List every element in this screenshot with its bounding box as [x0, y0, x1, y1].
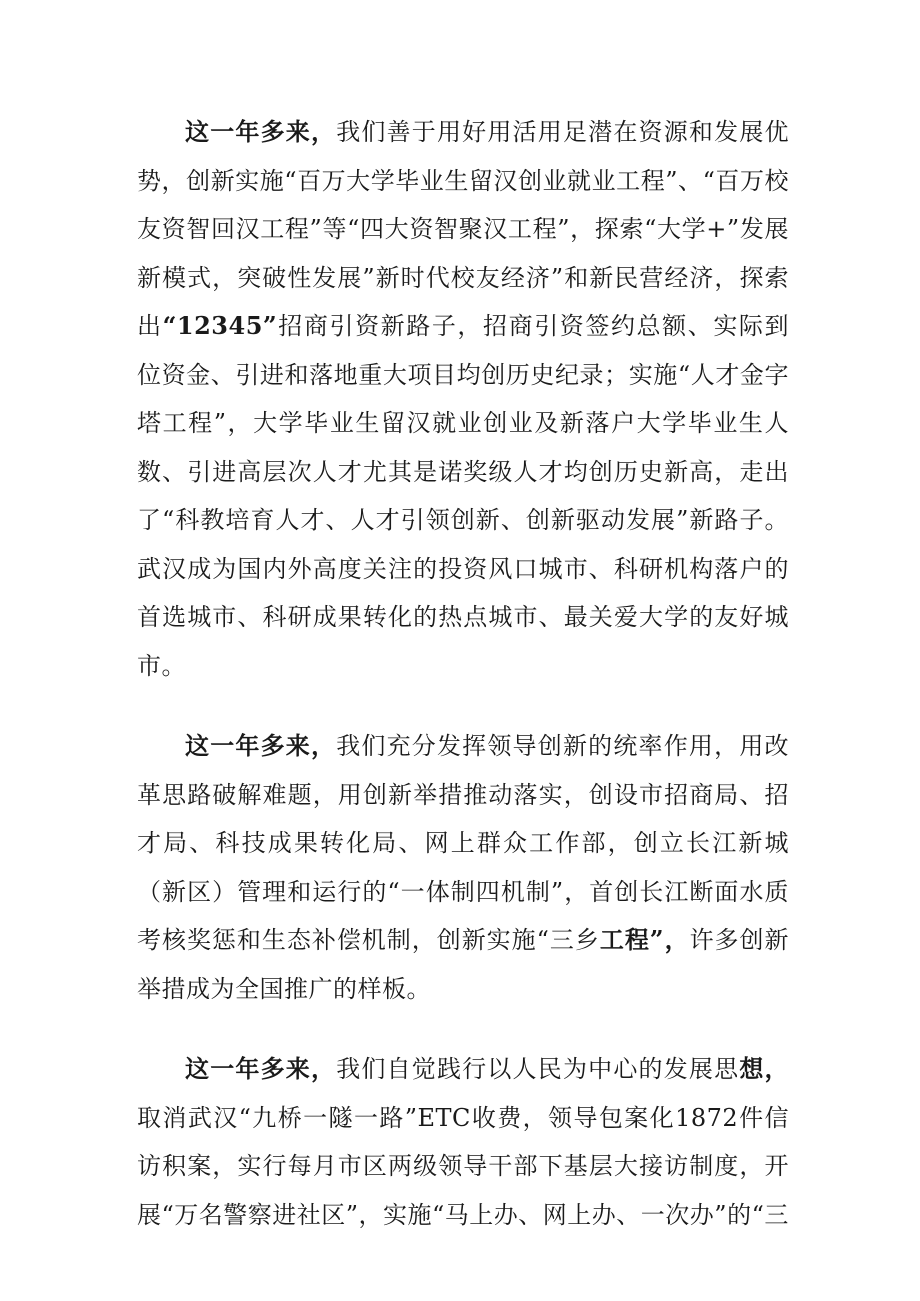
paragraph-lead: 这一年多来， — [185, 1054, 337, 1083]
paragraph-1 — [137, 108, 789, 690]
paragraph-3 — [137, 1045, 789, 1239]
paragraph-bold-text: 想， — [739, 1054, 790, 1083]
paragraph-text: 招商引资新路子，招商引资签约总额、实际到位资金、引进和落地重大项目均创历史纪录；实施“人才金字塔工程”，大学毕业生留汉就业创业及新落户大学毕业生人数、引进高层次人才尤其是诺奖级人才均创历史新高，走出了“科教培育人才、人才引领创新、创新驱动发展”新路子。武汉成为国内外高度关注的投资风口城市、科研机构落户的首选城市、科研成果转化的热点城市、最关爱大学的友好城市。 — [137, 312, 790, 680]
paragraph-text: 取消武汉“九桥一隧一路”ETC收费，领导包案化1872件信访积案，实行每月市区两级领导干部下基层大接访制度，开展“万名警察进社区”，实施“马上办、网上办、一次办”的“三 — [137, 1103, 789, 1229]
paragraph-bold-text: “12345” — [162, 311, 278, 340]
paragraph-text: 我们自觉践行以人民为中心的发展思 — [336, 1055, 740, 1083]
paragraph-text: 我们善于用好用活用足潜在资源和发展优势，创新实施“百万大学毕业生留汉创业就业工程”、“百万校友资智回汉工程”等“四大资智聚汉工程”，探索“大学+”发展新模式，突破性发展”新时代校友经济”和新民营经济，探索出 — [137, 118, 790, 340]
paragraph-text: 我们充分发挥领导创新的统率作用，用改革思路破解难题，用创新举措推动落实，创设市招商局、招才局、科技成果转化局、网上群众工作部，创立长江新城（新区）管理和运行的“一体制四机制”，首创长江断面水质考核奖惩和生态补偿机制，创新实施“三乡 — [137, 732, 790, 954]
paragraph-lead: 这一年多来， — [185, 117, 337, 146]
document-body — [137, 108, 789, 1239]
paragraph-bold-text: 工程”， — [599, 925, 690, 954]
paragraph-lead: 这一年多来， — [185, 731, 337, 760]
paragraph-2 — [137, 722, 789, 1013]
paragraph-text: 许多创新举措成为全国推广的样板。 — [137, 926, 789, 1003]
